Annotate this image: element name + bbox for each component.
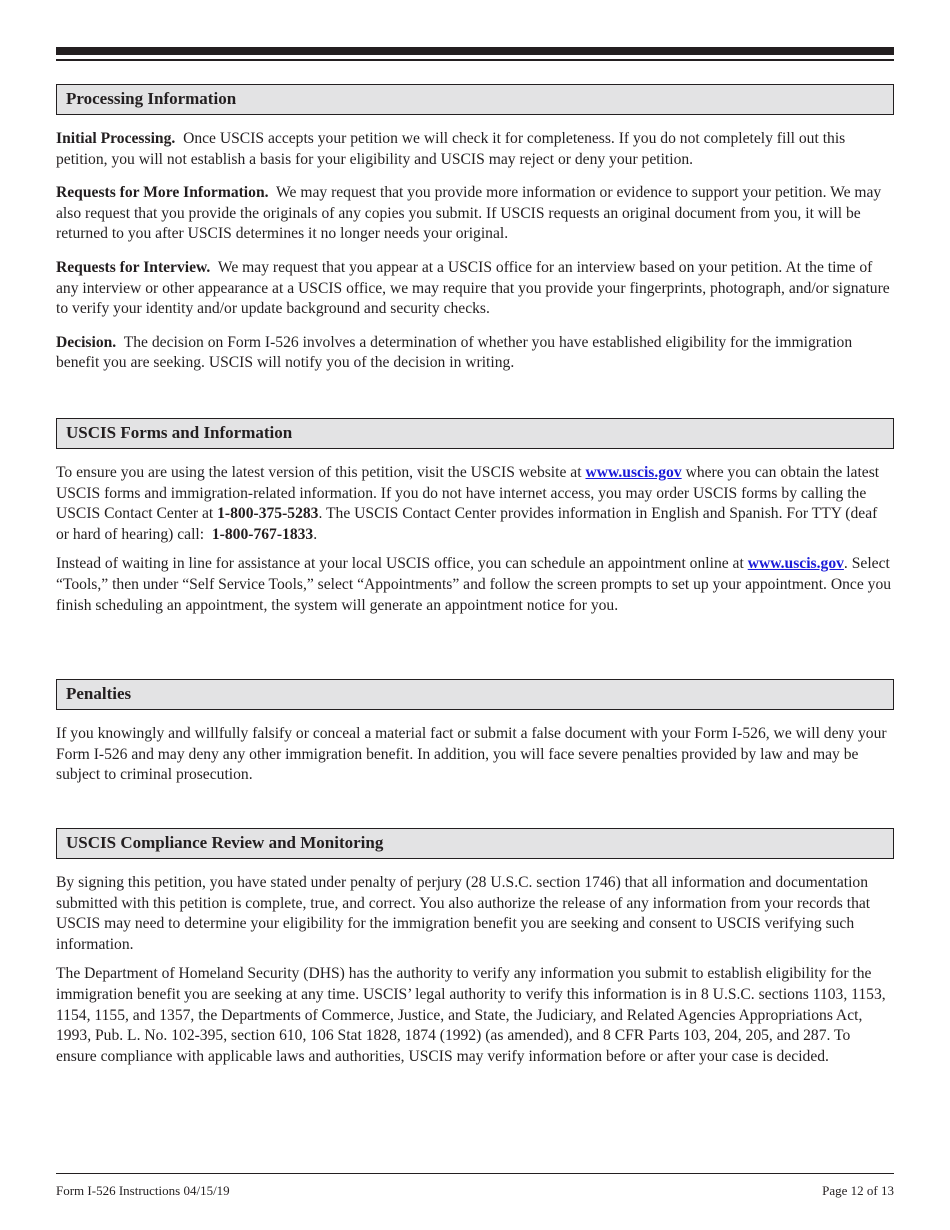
section-header-penalties: Penalties xyxy=(56,679,894,710)
uscis-appointment-link[interactable]: www.uscis.gov xyxy=(747,555,844,573)
interview-label: Requests for Interview. xyxy=(56,258,211,276)
processing-section xyxy=(56,84,894,374)
initial-processing-paragraph xyxy=(56,129,894,170)
footer-form-name: Form I-526 Instructions 04/15/19 xyxy=(56,1183,230,1198)
interview-text: We may request that you appear at a USCIS office for an interview based on your petition. At the time of any interview or other appearance at a USCIS office, we may require that you provide your fingerprints, photograph, and/or signature to verify your identity and/or update background and security checks. xyxy=(56,258,890,318)
forms-section xyxy=(56,418,894,616)
compliance-section xyxy=(56,828,894,1067)
top-rule-thin xyxy=(56,59,894,61)
decision-paragraph xyxy=(56,333,894,374)
penalties-paragraph: If you knowingly and willfully falsify or conceal a material fact or submit a false document with your Form I-526, we will deny your Form I-526 and may deny any other immigration benefit. In addition, you will face severe penalties provided by law and may be subject to criminal prosecution. xyxy=(56,725,887,784)
top-rule-thick xyxy=(56,47,894,55)
section-header-processing: Processing Information xyxy=(56,84,894,115)
compliance-paragraph-2: The Department of Homeland Security (DHS) has the authority to verify any information you submit to establish eligibility for the immigration benefit you are seeking at any time. USCIS’ legal authority to verify this information is in 8 U.S.C. sections 1103, 1153, 1154, 1155, and 1357, the Departments of Commerce, Justice, and State, the Judiciary, and Related Agencies Appropriations Act, 1993, Pub. L. No. 102-395, section 610, 106 Stat 1828, 1874 (1992) (as amended), and 8 CFR Parts 103, 204, 205, and 287. To ensure compliance with applicable laws and authorities, USCIS may verify information before or after your case is decided. xyxy=(56,965,886,1065)
footer-rule xyxy=(56,1173,894,1174)
footer-page-number: Page 12 of 13 xyxy=(822,1183,894,1198)
section-header-compliance: USCIS Compliance Review and Monitoring xyxy=(56,828,894,859)
interview-paragraph xyxy=(56,258,894,320)
section-header-forms: USCIS Forms and Information xyxy=(56,418,894,449)
decision-text: The decision on Form I-526 involves a determination of whether you have established eligibility for the immigration benefit you are seeking. USCIS will notify you of the decision in writing. xyxy=(56,333,853,372)
penalties-section xyxy=(56,679,894,786)
uscis-website-link[interactable]: www.uscis.gov xyxy=(585,464,682,481)
more-info-text: We may request that you provide more information or evidence to support your petition. We may also request that you provide the originals of any copies you submit. If USCIS requests an original document from you, it will be returned to you after USCIS determines it no longer needs your original. xyxy=(56,184,882,243)
forms-paragraph-1: To ensure you are using the latest version of this petition, visit the USCIS website at www.uscis.gov where you can obtain the latest USCIS forms and immigration-related information. If you do not have internet access, you may order USCIS forms by calling the USCIS Contact Center at 1-800-375-5283. The USCIS Contact Center provides information in English and Spanish. For TTY (deaf or hard of hearing) call: 1-800-767-1833. xyxy=(56,464,880,543)
decision-label: Decision. xyxy=(56,333,117,351)
contact-center-phone: 1-800-375-5283 xyxy=(217,505,319,523)
compliance-paragraph-1: By signing this petition, you have stated under penalty of perjury (28 U.S.C. section 1746) that all information and documentation submitted with this petition is complete, true, and correct. You also authorize the release of any information from your records that USCIS may need to determine your eligibility for the immigration benefit you are seeking and consent to USCIS verifying such information. xyxy=(56,874,871,953)
more-info-label: Requests for More Information. xyxy=(56,184,269,202)
forms-paragraph-2: Instead of waiting in line for assistance at your local USCIS office, you can schedule an appointment online at www.uscis.gov. Select “Tools,” then under “Self Service Tools,” select “Appointments” and follow the screen prompts to set up your appointment. Once you finish scheduling an appointment, the system will generate an appointment notice for you. xyxy=(56,555,892,614)
document-page xyxy=(56,0,894,1230)
tty-phone: 1-800-767-1833 xyxy=(211,525,314,543)
initial-processing-text: Once USCIS accepts your petition we will check it for completeness. If you do not completely fill out this petition, you will not establish a basis for your eligibility and USCIS may reject or deny your petition. xyxy=(56,130,846,168)
initial-processing-label: Initial Processing. xyxy=(56,130,176,147)
more-info-paragraph xyxy=(56,183,894,245)
